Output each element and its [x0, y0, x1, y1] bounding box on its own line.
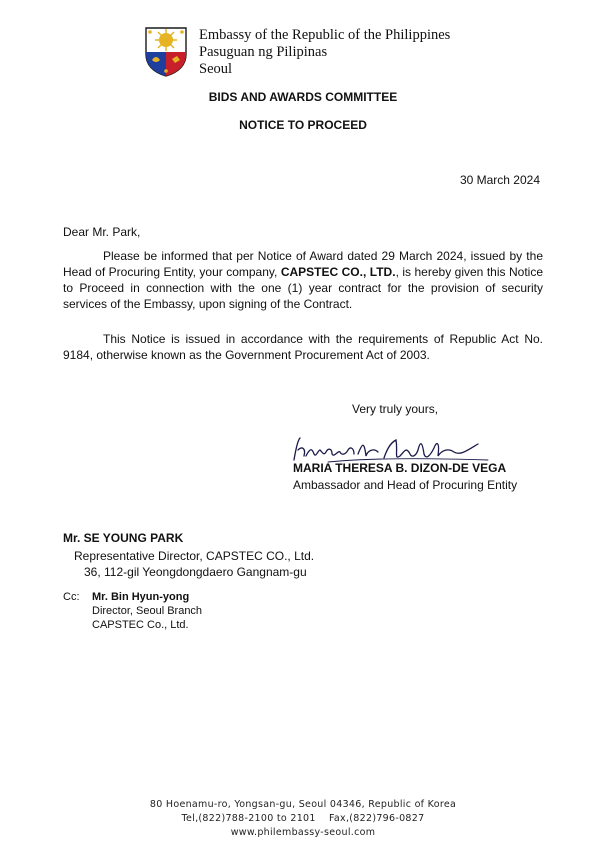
footer-website: www.philembassy-seoul.com	[230, 827, 376, 838]
paragraph-1-rest: , is hereby given this Notice to Proceed in connection with the one (1) year contract for the provision of security services of the Embassy, upon signing of the Contract.	[63, 265, 543, 311]
letter-date: 30 March 2024	[459, 173, 540, 187]
cc-position: Director, Seoul Branch	[92, 605, 203, 617]
signer-name: MARIA THERESA B. DIZON-DE VEGA	[293, 461, 507, 475]
closing: Very truly yours,	[352, 402, 439, 416]
cc-name: Mr. Bin Hyun-yong	[92, 591, 190, 603]
paragraph-1-intro: Please be informed that per Notice of Award dated 29 March 2024, issued by the Head of Procuring Entity, your company,	[63, 249, 543, 279]
embassy-city: Seoul	[199, 61, 233, 77]
cc-company: CAPSTEC Co., Ltd.	[92, 619, 189, 631]
document-title: NOTICE TO PROCEED	[239, 118, 367, 132]
paragraph-2-text: This Notice is issued in accordance with the requirements of Republic Act No. 9184, otherwise known as the Government Procurement Act of 2003.	[63, 332, 543, 362]
addressee-position: Representative Director, CAPSTEC CO., Ltd.	[74, 549, 315, 563]
committee-heading: BIDS AND AWARDS COMMITTEE	[208, 90, 398, 104]
body-paragraph-2	[63, 331, 543, 363]
cc-label: Cc:	[63, 591, 80, 603]
addressee-name: Mr. SE YOUNG PARK	[63, 531, 184, 545]
salutation: Dear Mr. Park,	[63, 225, 141, 239]
footer-phone-fax: Tel,(822)788-2100 to 2101 Fax,(822)796-0827	[181, 813, 425, 824]
embassy-name: Embassy of the Republic of the Philippines	[199, 27, 451, 43]
body-paragraph-1	[63, 248, 543, 312]
philippine-coat-of-arms-icon	[138, 22, 194, 78]
embassy-name-filipino: Pasuguan ng Pilipinas	[199, 44, 328, 60]
addressee-address: 36, 112-gil Yeongdongdaero Gangnam-gu	[84, 565, 307, 579]
footer-address: 80 Hoenamu-ro, Yongsan-gu, Seoul 04346, Republic of Korea	[149, 799, 457, 810]
company-name: CAPSTEC CO., LTD.	[280, 265, 396, 279]
signer-title: Ambassador and Head of Procuring Entity	[293, 478, 518, 492]
